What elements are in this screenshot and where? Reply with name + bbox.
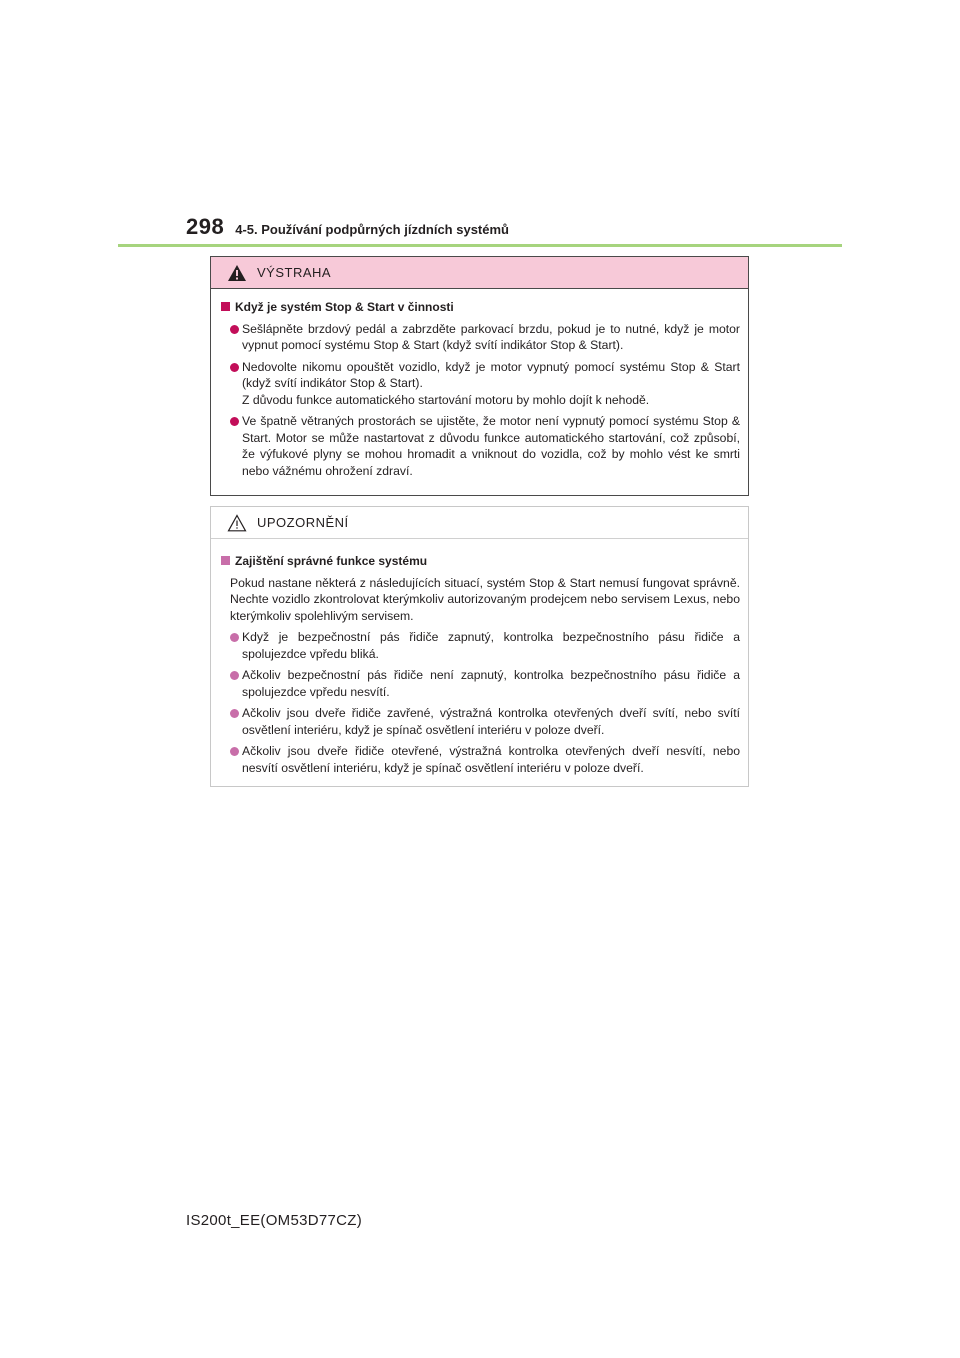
list-item-text: Ve špatně větraných prostorách se ujistěte, že motor není vypnutý pomocí systému Stop & Start. Motor se může nastartovat z důvodu funkce automatického startování, což způsobí, že výfukové plyny se mohou hromadit a vniknout do vozidla, což by mohlo vést ke smrti nebo vážnému ohrožení zdraví.	[242, 414, 740, 478]
square-bullet-icon	[221, 556, 230, 565]
warning-subtitle-text: Když je systém Stop & Start v činnosti	[235, 300, 454, 314]
list-item-text: Ačkoliv bezpečnostní pás řidiče není zapnutý, kontrolka bezpečnostního pásu řidiče a spolujezdce vpředu nesvítí.	[242, 668, 740, 699]
list-item	[221, 321, 740, 354]
caution-body	[211, 539, 748, 776]
bullet-icon	[230, 671, 239, 680]
list-item	[221, 705, 740, 738]
caution-triangle-icon	[227, 514, 247, 532]
model-code: IS200t_EE(OM53D77CZ)	[186, 1212, 363, 1229]
warning-title: VÝSTRAHA	[257, 265, 332, 280]
warning-body	[211, 289, 748, 479]
warning-triangle-icon	[227, 264, 247, 282]
bullet-icon	[230, 747, 239, 756]
list-item-text: Ačkoliv jsou dveře řidiče zavřené, výstražná kontrolka otevřených dveří svítí, nebo svítí osvětlení interiéru, když je spínač osvětlení interiéru v poloze dveří.	[242, 706, 740, 737]
list-item-text: Když je bezpečnostní pás řidiče zapnutý, kontrolka bezpečnostního pásu řidiče a spolujezdce vpředu bliká.	[242, 630, 740, 661]
caution-header	[211, 507, 748, 539]
list-item-text: Nedovolte nikomu opouštět vozidlo, když je motor vypnutý pomocí systému Stop & Start (když svítí indikátor Stop & Start).	[242, 359, 740, 390]
caution-box	[210, 506, 749, 787]
section-title: 4-5. Používání podpůrných jízdních systémů	[235, 222, 509, 237]
page-number: 298	[186, 214, 225, 239]
caution-subtitle	[221, 553, 740, 570]
square-bullet-icon	[221, 302, 230, 311]
warning-header	[211, 257, 748, 289]
list-item-text: Ačkoliv jsou dveře řidiče otevřené, výstražná kontrolka otevřených dveří nesvítí, nebo nesvítí osvětlení interiéru, když je spínač osvětlení interiéru v poloze dveří.	[242, 744, 740, 775]
header-rule	[118, 244, 842, 247]
caution-intro: Pokud nastane některá z následujících situací, systém Stop & Start nemusí fungovat správně. Nechte vozidlo zkontrolovat kterýmkoliv autorizovaným prodejcem nebo servisem Lexus, nebo kterýmkoliv spolehlivým servisem.	[230, 575, 740, 623]
list-item-continuation: Z důvodu funkce automatického startování motoru by mohlo dojít k nehodě.	[242, 392, 650, 407]
page-header	[186, 214, 509, 240]
list-item	[221, 413, 740, 479]
bullet-icon	[230, 633, 239, 642]
list-item	[221, 629, 740, 662]
bullet-icon	[230, 417, 239, 426]
list-item	[221, 359, 740, 392]
warning-subtitle	[221, 299, 740, 316]
bullet-icon	[230, 363, 239, 372]
list-item	[221, 667, 740, 700]
bullet-icon	[230, 709, 239, 718]
warning-box	[210, 256, 749, 496]
list-item	[221, 743, 740, 776]
caution-subtitle-text: Zajištění správné funkce systému	[235, 554, 428, 568]
bullet-icon	[230, 325, 239, 334]
caution-title: UPOZORNĚNÍ	[257, 515, 349, 530]
list-item-text: Sešlápněte brzdový pedál a zabrzděte parkovací brzdu, pokud je to nutné, když je motor vypnut pomocí systému Stop & Start (když svítí indikátor Stop & Start).	[242, 321, 740, 352]
